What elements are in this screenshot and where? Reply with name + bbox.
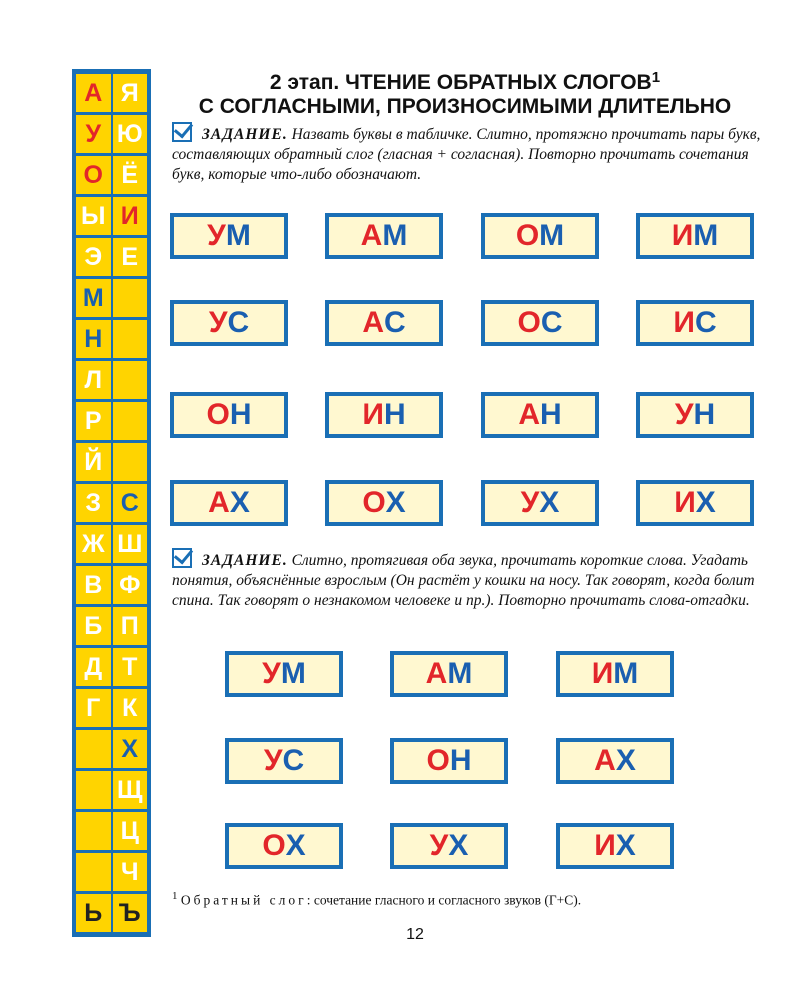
vowel-letter: О xyxy=(206,398,230,431)
consonant-letter: С xyxy=(282,744,305,777)
syllable-card xyxy=(481,480,599,526)
alphabet-cell: Ю xyxy=(113,115,148,153)
alphabet-cell: Р xyxy=(76,402,111,440)
consonant-letter: С xyxy=(227,306,250,339)
vowel-letter: У xyxy=(208,306,228,339)
vowel-letter: А xyxy=(208,486,230,519)
consonant-letter: Н xyxy=(383,398,406,431)
consonant-letter: Х xyxy=(285,829,306,862)
syllable-card xyxy=(325,300,443,346)
syllable-card xyxy=(556,823,674,869)
alphabet-cell: Э xyxy=(76,238,111,276)
consonant-letter: Х xyxy=(385,486,406,519)
alphabet-cell: Ш xyxy=(113,525,148,563)
vowel-letter: И xyxy=(673,306,695,339)
vowel-letter: У xyxy=(263,744,283,777)
page-title xyxy=(180,66,750,119)
vowel-letter: И xyxy=(362,398,384,431)
consonant-letter: Н xyxy=(449,744,472,777)
consonant-letter: Х xyxy=(615,829,636,862)
alphabet-cell xyxy=(76,771,111,809)
consonant-letter: С xyxy=(694,306,717,339)
consonant-letter: М xyxy=(382,219,408,252)
alphabet-cell: Ь xyxy=(76,894,111,932)
footnote-marker: 1 xyxy=(651,69,661,86)
alphabet-cell: Ф xyxy=(113,566,148,604)
vowel-letter: О xyxy=(517,306,541,339)
consonant-letter: Н xyxy=(540,398,562,431)
syllable-card xyxy=(636,213,754,259)
alphabet-cell: С xyxy=(113,484,148,522)
alphabet-cell: Ъ xyxy=(113,894,148,932)
checkbox-icon xyxy=(172,122,192,142)
alphabet-cell: Ы xyxy=(76,197,111,235)
consonant-letter: Х xyxy=(695,486,716,519)
alphabet-cell xyxy=(113,279,148,317)
alphabet-cell: Л xyxy=(76,361,111,399)
syllable-card xyxy=(556,651,674,697)
alphabet-cell: Щ xyxy=(113,771,148,809)
syllable-card xyxy=(481,300,599,346)
syllable-card xyxy=(390,651,508,697)
alphabet-cell xyxy=(76,853,111,891)
alphabet-cell xyxy=(113,443,148,481)
title-line1: 2 этап. ЧТЕНИЕ ОБРАТНЫХ СЛОГОВ xyxy=(269,71,652,94)
vowel-letter: У xyxy=(429,829,449,862)
syllable-card xyxy=(170,480,288,526)
consonant-letter: С xyxy=(540,306,563,339)
alphabet-cell: Ц xyxy=(113,812,148,850)
task-2-text: Слитно, протягивая оба звука, прочитать короткие слова. Угадать понятия, объяснённые взрослым (Он растёт у кошки на носу. Так говорят, когда болит спина. Так говорят о незнакомом человеке и пр.). Повторно прочитать слова-отгадки. xyxy=(172,552,755,609)
syllable-card xyxy=(225,738,343,784)
vowel-letter: И xyxy=(671,219,694,252)
alphabet-cell: Ч xyxy=(113,853,148,891)
syllable-card xyxy=(481,213,599,259)
syllable-card xyxy=(481,392,599,438)
alphabet-cell: И xyxy=(113,197,148,235)
alphabet-cell: Х xyxy=(113,730,148,768)
alphabet-cell: Г xyxy=(76,689,111,727)
alphabet-cell xyxy=(76,812,111,850)
vowel-letter: У xyxy=(262,657,281,690)
alphabet-cell: Я xyxy=(113,74,148,112)
alphabet-cell: Й xyxy=(76,443,111,481)
syllable-card xyxy=(225,823,343,869)
consonant-letter: М xyxy=(693,219,719,252)
consonant-letter: Х xyxy=(615,744,636,777)
footnote-text: : сочетание гласного и согласного звуков (Г+С). xyxy=(306,892,582,908)
title-line2: С СОГЛАСНЫМИ, ПРОИЗНОСИМЫМИ ДЛИТЕЛЬНО xyxy=(198,95,732,118)
syllable-card xyxy=(170,300,288,346)
alphabet-cell: М xyxy=(76,279,111,317)
syllable-card xyxy=(636,392,754,438)
vowel-letter: О xyxy=(426,744,450,777)
task-2-label: ЗАДАНИЕ. xyxy=(202,552,288,569)
vowel-letter: У xyxy=(207,219,226,252)
alphabet-cell: О xyxy=(76,156,111,194)
consonant-letter: М xyxy=(225,219,251,252)
vowel-letter: И xyxy=(594,829,616,862)
syllable-card xyxy=(325,213,443,259)
alphabet-cell: Д xyxy=(76,648,111,686)
alphabet-table xyxy=(72,69,151,937)
page-number: 12 xyxy=(406,926,424,943)
vowel-letter: О xyxy=(515,219,540,252)
syllable-card xyxy=(325,392,443,438)
consonant-letter: М xyxy=(280,657,306,690)
alphabet-cell: Ё xyxy=(113,156,148,194)
alphabet-cell: З xyxy=(76,484,111,522)
alphabet-cell: Н xyxy=(76,320,111,358)
footnote-number: 1 xyxy=(172,890,178,902)
syllable-card xyxy=(325,480,443,526)
vowel-letter: А xyxy=(360,219,383,252)
footnote-term: Обратный слог xyxy=(180,892,307,908)
alphabet-cell: А xyxy=(76,74,111,112)
task-1-text: Назвать буквы в табличке. Слитно, протяжно прочитать пары букв, составляющих обратный слог (гласная + согласная). Повторно прочитать сочетания букв, которые что-либо обозначают. xyxy=(172,126,761,183)
consonant-letter: М xyxy=(447,657,473,690)
task-1-label: ЗАДАНИЕ. xyxy=(202,126,288,143)
footnote xyxy=(172,890,732,909)
consonant-letter: М xyxy=(539,219,565,252)
syllable-card xyxy=(170,213,288,259)
alphabet-cell: Т xyxy=(113,648,148,686)
task-2 xyxy=(172,548,762,611)
alphabet-cell: К xyxy=(113,689,148,727)
vowel-letter: А xyxy=(594,744,616,777)
vowel-letter: И xyxy=(674,486,696,519)
alphabet-cell xyxy=(113,361,148,399)
consonant-letter: Х xyxy=(539,486,560,519)
alphabet-cell: Б xyxy=(76,607,111,645)
syllable-card xyxy=(556,738,674,784)
consonant-letter: Х xyxy=(448,829,469,862)
alphabet-cell: У xyxy=(76,115,111,153)
vowel-letter: И xyxy=(591,657,614,690)
vowel-letter: У xyxy=(520,486,540,519)
syllable-card xyxy=(390,738,508,784)
consonant-letter: С xyxy=(384,306,406,339)
syllable-card xyxy=(636,480,754,526)
consonant-letter: Н xyxy=(693,398,716,431)
syllable-card xyxy=(170,392,288,438)
alphabet-cell xyxy=(113,320,148,358)
task-1 xyxy=(172,122,762,185)
alphabet-cell: П xyxy=(113,607,148,645)
alphabet-cell: Е xyxy=(113,238,148,276)
vowel-letter: А xyxy=(362,306,384,339)
consonant-letter: Н xyxy=(229,398,252,431)
vowel-letter: У xyxy=(674,398,694,431)
alphabet-cell: В xyxy=(76,566,111,604)
alphabet-cell xyxy=(113,402,148,440)
alphabet-cell: Ж xyxy=(76,525,111,563)
vowel-letter: О xyxy=(362,486,386,519)
syllable-card xyxy=(390,823,508,869)
consonant-letter: Х xyxy=(229,486,250,519)
syllable-card xyxy=(225,651,343,697)
vowel-letter: О xyxy=(262,829,286,862)
vowel-letter: А xyxy=(518,398,540,431)
consonant-letter: М xyxy=(613,657,639,690)
vowel-letter: А xyxy=(425,657,448,690)
checkbox-icon xyxy=(172,548,192,568)
alphabet-cell xyxy=(76,730,111,768)
syllable-card xyxy=(636,300,754,346)
